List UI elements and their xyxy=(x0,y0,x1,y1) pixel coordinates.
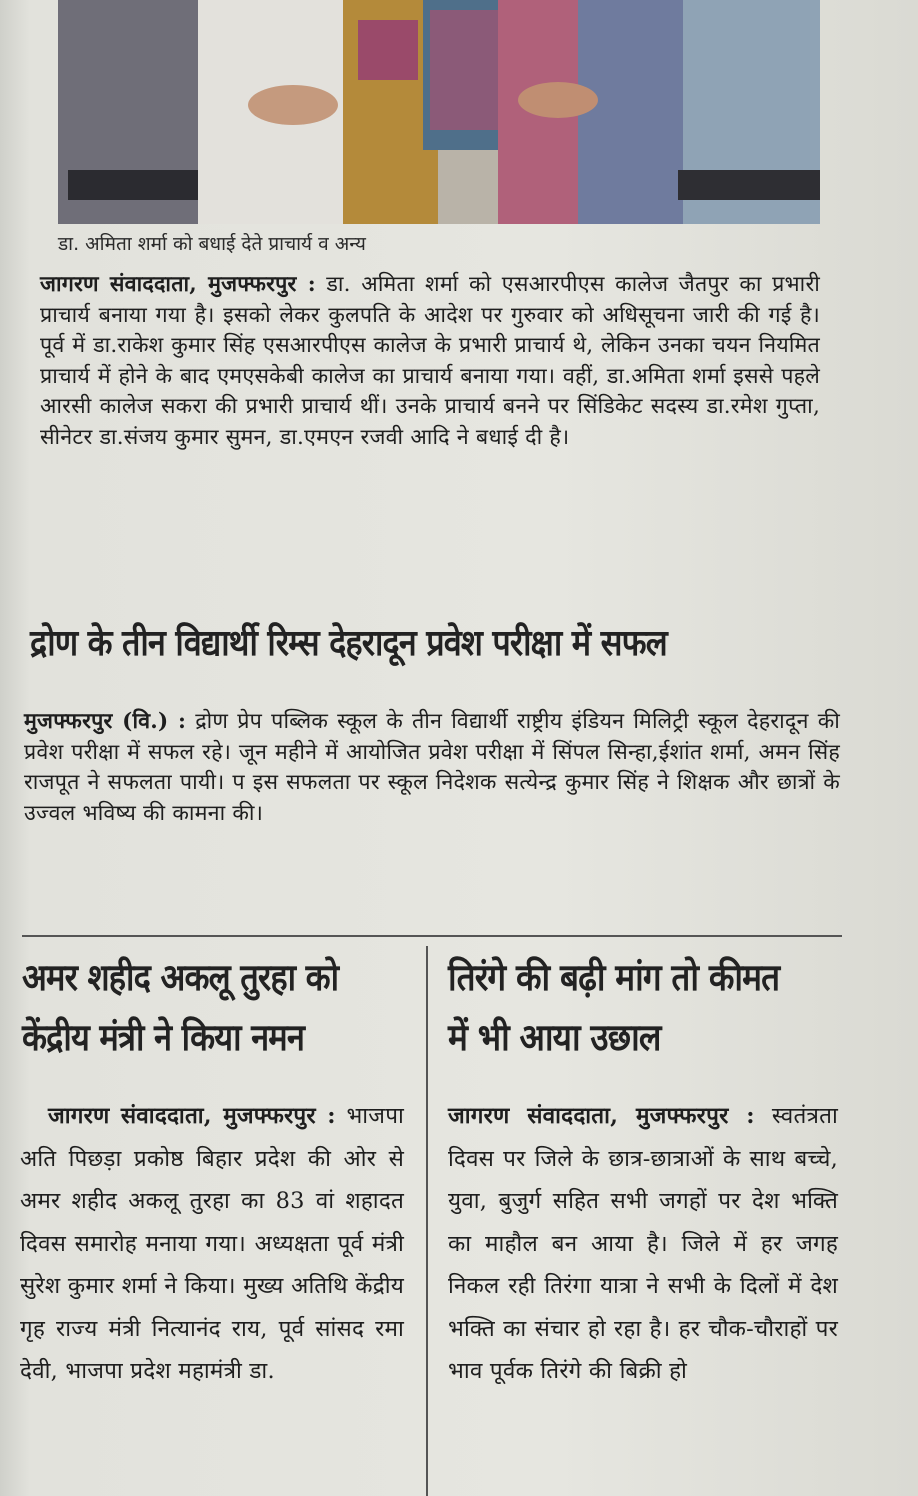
headline-tiranga-demand: तिरंगे की बढ़ी मांग तो कीमत में भी आया उछाल xyxy=(448,956,780,1059)
column-divider xyxy=(426,946,428,1496)
headline-drona-students: द्रोण के तीन विद्यार्थी रिम्स देहरादून प्रवेश परीक्षा में सफल xyxy=(30,623,667,664)
article-akalu-turha xyxy=(20,1095,404,1393)
article-drona-students xyxy=(24,707,840,829)
headline-akalu-turha: अमर शहीद अकलू तुरहा को केंद्रीय मंत्री ने किया नमन xyxy=(22,956,339,1059)
article-body xyxy=(40,270,820,453)
article-body xyxy=(24,707,840,829)
article-text: डा. अमिता शर्मा को एसआरपीएस कालेज जैतपुर का प्रभारी प्राचार्य बनाया गया है। इसको लेकर कुलपति के आदेश पर गुरुवार को अधिसूचना जारी की गई है। पूर्व में डा.राकेश कुमार सिंह एसआरपीएस कालेज के प्रभारी प्राचार्य थे, लेकिन उनका चयन नियमित प्राचार्य में होने के बाद एमएसकेबी कालेज का प्राचार्य बनाया गया। वहीं, डा.अमिता शर्मा इससे पहले आरसी कालेज सकरा की प्रभारी प्राचार्य थीं। उनके प्राचार्य बनने पर सिंडिकेट सदस्य डा.रमेश गुप्ता, सीनेटर डा.संजय कुमार सुमन, डा.एमएन रजवी आदि ने बधाई दी है। xyxy=(40,272,821,450)
news-photo xyxy=(58,0,820,224)
news-photo-illustration xyxy=(58,0,820,224)
photo-caption: डा. अमिता शर्मा को बधाई देते प्राचार्य व अन्य xyxy=(58,233,366,255)
article-text: भाजपा अति पिछड़ा प्रकोष्ठ बिहार प्रदेश की ओर से अमर शहीद अकलू तुरहा का 83 वां शहादत दिवस समारोह मनाया गया। अध्यक्षता पूर्व मंत्री सुरेश कुमार शर्मा ने किया। मुख्य अतिथि केंद्रीय गृह राज्य मंत्री नित्यानंद राय, पूर्व सांसद रमा देवी, भाजपा प्रदेश महामंत्री डा. xyxy=(20,1103,405,1384)
article-body xyxy=(448,1095,838,1393)
horizontal-divider xyxy=(22,935,842,937)
article-dateline: मुजफ्फरपुर (वि.) : xyxy=(24,709,187,734)
article-body xyxy=(20,1095,404,1393)
article-dateline: जागरण संवाददाता, मुजफ्फरपुर : xyxy=(40,272,316,297)
article-dateline: जागरण संवाददाता, मुजफ्फरपुर : xyxy=(48,1103,336,1129)
article-dateline: जागरण संवाददाता, मुजफ्फरपुर : xyxy=(448,1103,755,1129)
article-tiranga-demand xyxy=(448,1095,838,1393)
article-principal-appointment xyxy=(40,270,820,453)
article-text: द्रोण प्रेप पब्लिक स्कूल के तीन विद्यार्थी राष्ट्रीय इंडियन मिलिट्री स्कूल देहरादून की प्रवेश परीक्षा में सफल रहे। जून महीने में आयोजित प्रवेश परीक्षा में सिंपल सिन्हा,ईशांत शर्मा, अमन सिंह राजपूत ने सफलता पायी। प इस सफलता पर स्कूल निदेशक सत्येन्द्र कुमार सिंह ने शिक्षक और छात्रों के उज्वल भविष्य की कामना की। xyxy=(24,709,840,826)
article-text: स्वतंत्रता दिवस पर जिले के छात्र-छात्राओं के साथ बच्चे, युवा, बुजुर्ग सहित सभी जगहों पर देश भक्ति का माहौल बन आया है। जिले में हर जगह निकल रही तिरंगा यात्रा ने सभी के दिलों में देश भक्ति का संचार हो रहा है। हर चौक-चौराहों पर भाव पूर्वक तिरंगे की बिक्री हो xyxy=(448,1103,839,1384)
